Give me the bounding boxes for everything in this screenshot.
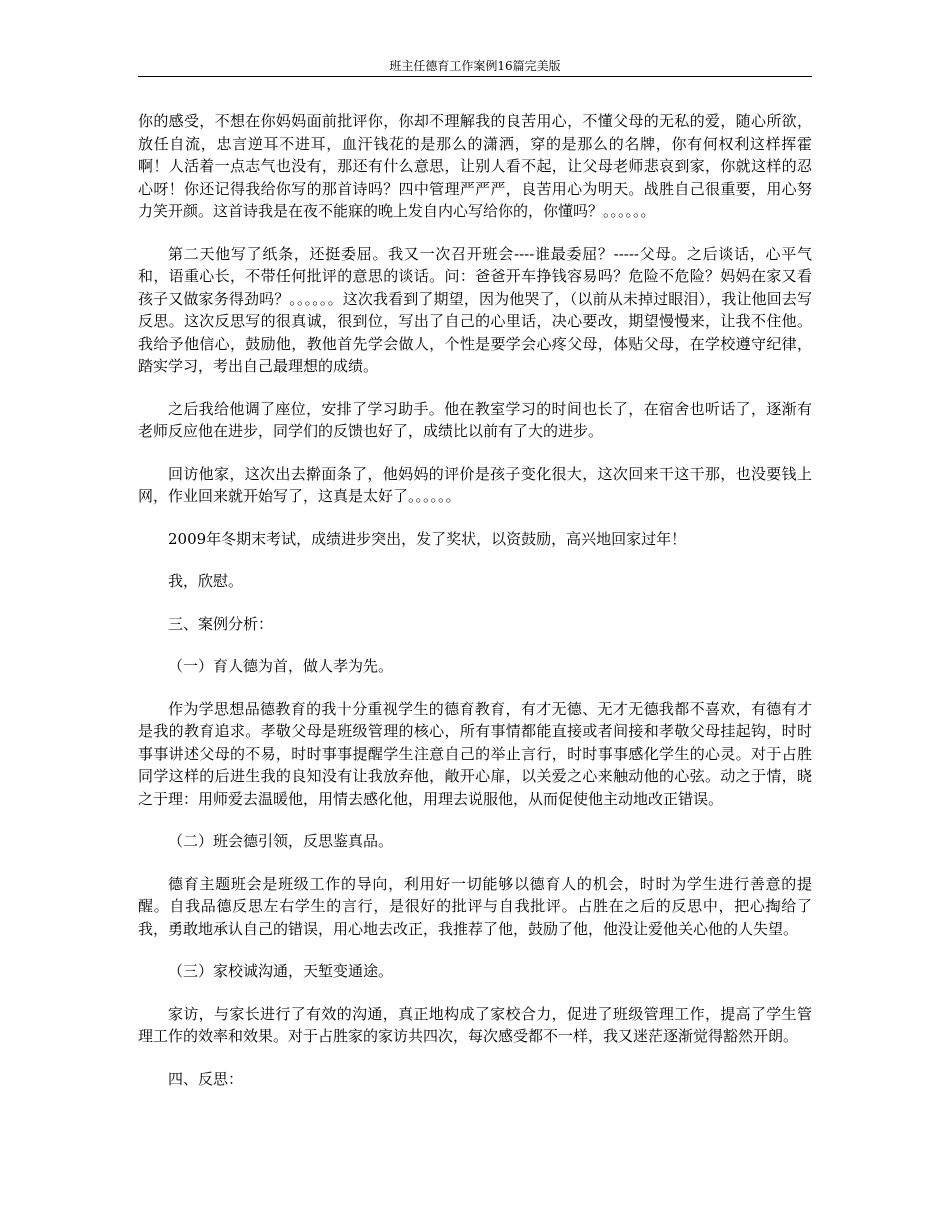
page-header-title: 班主任德育工作案例16篇完美版 [389, 59, 561, 73]
paragraph-6: 我，欣慰。 [168, 572, 244, 590]
paragraph-3: 之后我给他调了座位，安排了学习助手。他在教室学习的时间也长了，在宿舍也听话了，逐渐有老师反应他在进步，同学们的反馈也好了，成绩比以前有了大的进步。 [138, 399, 812, 440]
subheading-1: （一）育人德为首，做人孝为先。 [168, 657, 394, 675]
section-heading-case-analysis: 三、案例分析： [168, 614, 274, 633]
header-divider [138, 76, 812, 77]
subheading-2: （二）班会德引领，反思鉴真品。 [168, 832, 394, 850]
paragraph-7: 作为学思想品德教育的我十分重视学生的德育教育，有才无德、无才无德我都不喜欢，有德有才是我的教育追求。孝敬父母是班级管理的核心，所有事情都能直接或者间接和孝敬父母挂起钩，时时事事讲述父母的不易，时时事事提醒学生注意自己的举止言行，时时事事感化学生的心灵。对于占胜同学这样的后进生我的良知没有让我放弃他，敞开心扉，以关爱之心来触动他的心弦。动之于情，晓之于理：用师爱去温暖他，用情去感化他，用理去说服他，从而促使他主动地改正错误。 [138, 699, 812, 808]
paragraph-9: 家访，与家长进行了有效的沟通，真正地构成了家校合力，促进了班级管理工作，提高了学生管理工作的效率和效果。对于占胜家的家访共四次，每次感受都不一样，我又迷茫逐渐觉得豁然开朗。 [138, 1004, 812, 1045]
subheading-3: （三）家校诚沟通，天堑变通途。 [168, 962, 394, 980]
document-body [138, 110, 812, 1110]
paragraph-4: 回访他家，这次出去擀面条了，他妈妈的评价是孩子变化很大，这次回来干这干那，也没要钱上网，作业回来就开始写了，这真是太好了。。。。。。 [138, 464, 812, 505]
section-heading-reflection: 四、反思： [168, 1069, 244, 1088]
paragraph-2: 第二天他写了纸条，还挺委屈。我又一次召开班会----谁最委屈？-----父母。之后谈话，心平气和，语重心长，不带任何批评的意思的谈话。问：爸爸开车挣钱容易吗？危险不危险？妈妈在家又看孩子又做家务得劲吗？。。。。。。这次我看到了期望，因为他哭了，（以前从未掉过眼泪），我让他回去写反思。这次反思写的很真诚，很到位，写出了自己的心里话，决心要改，期望慢慢来，让我不住他。我给予他信心，鼓励他，教他首先学会做人，个性是要学会心疼父母，体贴父母，在学校遵守纪律，踏实学习，考出自己最理想的成绩。 [138, 244, 812, 375]
paragraph-1: 你的感受，不想在你妈妈面前批评你，你却不理解我的良苦用心，不懂父母的无私的爱，随心所欲，放任自流，忠言逆耳不进耳，血汗钱花的是那么的潇洒，穿的是那么的名牌，你有何权利这样挥霍啊！人活着一点志气也没有，那还有什么意思，让别人看不起，让父母老师悲哀到家，你就这样的忍心呀！你还记得我给你写的那首诗吗？四中管理严严严，良苦用心为明天。战胜自己很重要，用心努力笑开颜。这首诗我是在夜不能寐的晚上发自内心写给你的，你懂吗？。。。。。。 [138, 112, 812, 220]
paragraph-8: 德育主题班会是班级工作的导向，利用好一切能够以德育人的机会，时时为学生进行善意的提醒。自我品德反思左右学生的言行，是很好的批评与自我批评。占胜在之后的反思中，把心掏给了我，勇敢地承认自己的错误，用心地去改正，我推荐了他，鼓励了他，他没让爱他关心他的人失望。 [138, 874, 812, 938]
paragraph-5: 2009年冬期末考试，成绩进步突出，发了奖状，以资鼓励，高兴地回家过年！ [168, 529, 687, 548]
